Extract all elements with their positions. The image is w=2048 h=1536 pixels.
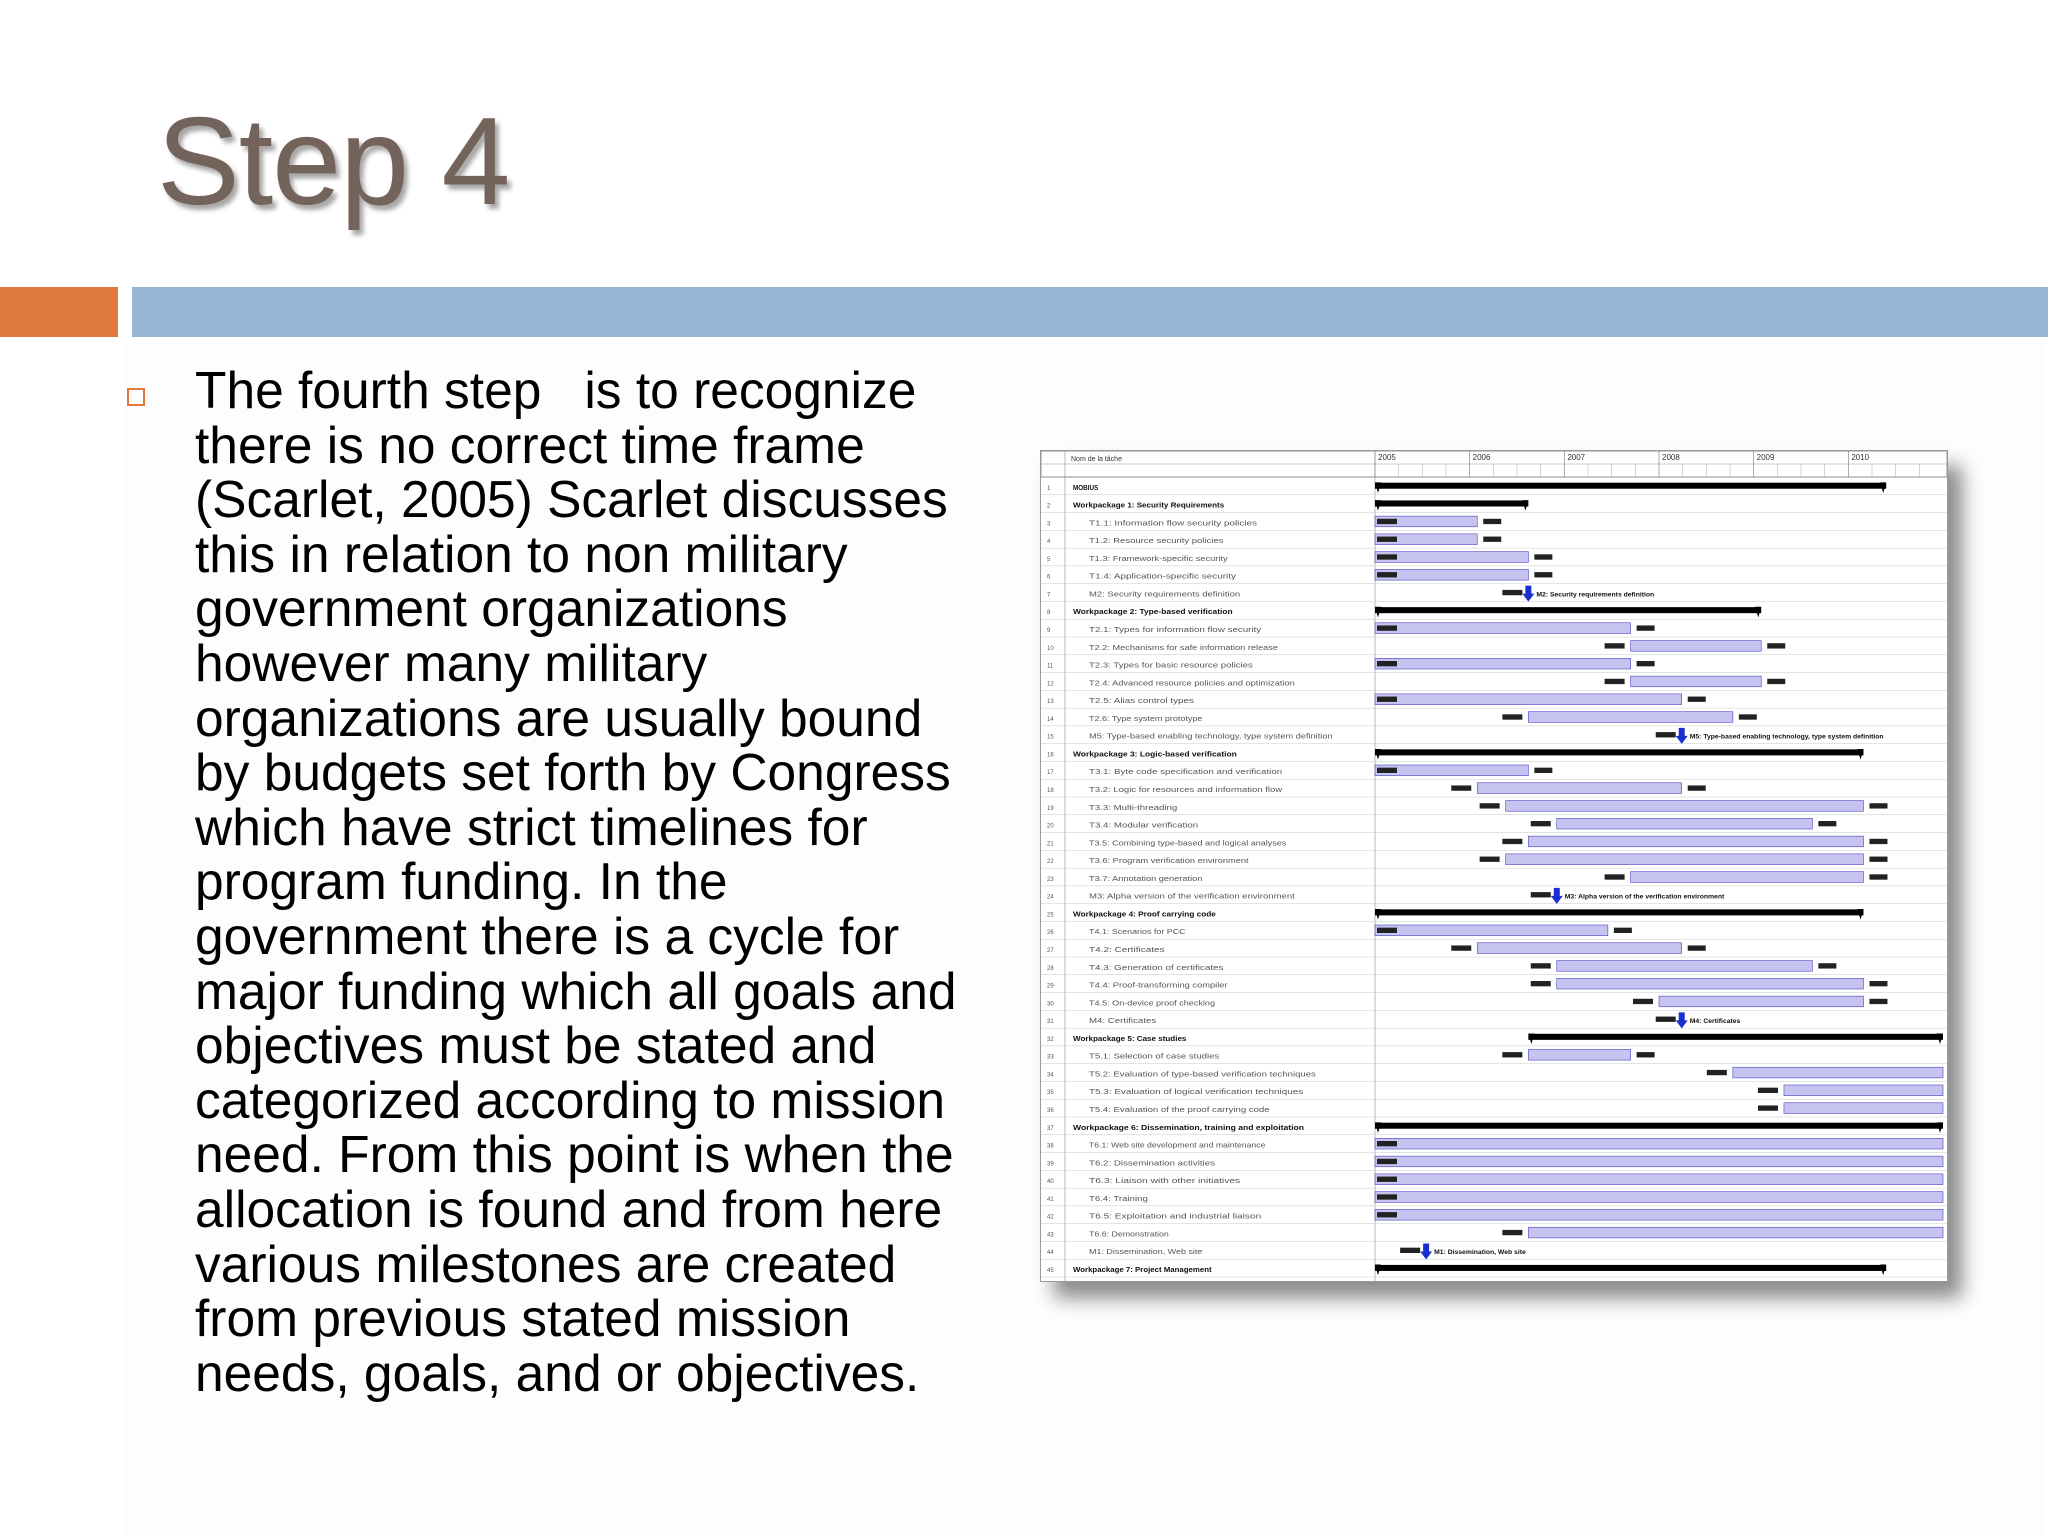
gantt-task-name: T4.5: On-device proof checking [1089,998,1215,1008]
gantt-row-id: 10 [1047,645,1054,652]
gantt-end-date-label [1688,785,1706,790]
gantt-task-bar [1557,961,1813,972]
gantt-task-bar [1477,943,1681,954]
gantt-row-id: 36 [1047,1108,1054,1115]
gantt-row-id: 29 [1047,983,1054,990]
gantt-end-date-label [1869,874,1887,879]
gantt-chart-image [1040,450,1948,1282]
gantt-task-bar [1375,1192,1943,1203]
gantt-row-id: 31 [1047,1019,1054,1026]
gantt-summary-bar [1375,483,1886,489]
gantt-task-bar [1528,1049,1630,1060]
gantt-task-name: T3.1: Byte code specification and verification [1089,767,1283,777]
gantt-end-date-label [1688,697,1706,702]
gantt-row-id: 7 [1047,592,1051,599]
gantt-row-id: 21 [1047,841,1054,848]
gantt-summary-bar [1375,500,1528,506]
gantt-task-bar [1557,978,1864,989]
hollow-square-bullet-icon [127,388,145,406]
gantt-task-name: T2.1: Types for information flow security [1089,625,1262,635]
gantt-milestone-arrow [1551,888,1563,904]
gantt-summary-bar [1375,749,1863,755]
gantt-task-bar [1659,996,1863,1007]
gantt-year-label: 2010 [1851,453,1870,462]
gantt-end-date-label [1869,981,1887,986]
gantt-end-date-label [1534,572,1552,577]
gantt-task-bar [1557,818,1813,829]
gantt-task-name: T6.5: Exploitation and industrial liaison [1089,1211,1262,1221]
gantt-row-id: 26 [1047,930,1054,937]
gantt-chart [1041,451,1947,1281]
gantt-year-label: 2005 [1378,453,1396,462]
gantt-task-bar [1375,694,1682,705]
gantt-task-bar [1375,658,1631,669]
gantt-task-name: T4.4: Proof-transforming compiler [1089,980,1229,990]
gantt-end-date-label [1767,679,1785,684]
gantt-task-name: T1.4: Application-specific security [1089,571,1237,581]
gantt-task-bar [1528,1227,1943,1238]
gantt-start-date-label [1377,1212,1397,1217]
gantt-end-date-label [1818,821,1836,826]
body-paragraph: The fourth step is to recognize there is no correct time frame (Scarlet, 2005) Scarlet discusses this in relation to non military government organizations however many military organizations are usually bound by budgets set forth by Congress which have strict timelines for program funding. In the government there is a cycle for major funding which all goals and objectives must be stated and categorized according to mission need. From this point is when the allocation is found and from here various milestones are created from previous stated mission needs, goals, and or objectives. [195,361,971,1402]
gantt-start-date-label [1377,1177,1397,1182]
gantt-start-date-label [1377,519,1397,524]
gantt-end-date-label [1483,519,1501,524]
gantt-milestone-date [1531,892,1551,897]
gantt-start-date-label [1502,714,1522,719]
gantt-start-date-label [1502,1230,1522,1235]
gantt-start-date-label [1531,963,1551,968]
gantt-row-id: 15 [1047,734,1054,741]
gantt-milestone-label: M1: Dissemination, Web site [1434,1249,1526,1257]
gantt-row-id: 9 [1047,628,1051,635]
gantt-row-id: 40 [1047,1179,1054,1186]
gantt-row-id: 19 [1047,805,1054,812]
gantt-row-id: 23 [1047,876,1054,883]
accent-band-orange [0,287,118,337]
gantt-row-id: 18 [1047,788,1054,795]
gantt-task-name: Workpackage 3: Logic-based verification [1073,749,1237,759]
gantt-start-date-label [1758,1088,1778,1093]
gantt-milestone-date [1656,732,1676,737]
gantt-start-date-label [1377,661,1397,666]
gantt-milestone-label: M4: Certificates [1689,1018,1741,1026]
gantt-task-name: T1.1: Information flow security policies [1089,518,1258,528]
gantt-task-bar [1784,1103,1943,1114]
gantt-summary-bar [1375,607,1761,613]
gantt-row-id: 6 [1047,574,1051,581]
gantt-task-name: T5.4: Evaluation of the proof carrying code [1089,1105,1270,1115]
gantt-task-name: T3.4: Modular verification [1089,820,1199,830]
gantt-year-label: 2009 [1756,453,1775,462]
gantt-row-id: 27 [1047,948,1054,955]
gantt-task-bar [1375,1156,1943,1167]
gantt-task-bar [1375,765,1528,776]
gantt-task-bar [1375,552,1528,563]
gantt-task-bar [1375,623,1631,634]
gantt-start-date-label [1377,572,1397,577]
gantt-task-name: T5.3: Evaluation of logical verification techniques [1089,1087,1304,1097]
gantt-task-bar [1784,1085,1943,1096]
gantt-milestone-arrow [1522,586,1534,602]
gantt-start-date-label [1605,874,1625,879]
gantt-task-name: T2.4: Advanced resource policies and optimization [1089,678,1295,688]
gantt-start-date-label [1707,1070,1727,1075]
gantt-task-bar [1528,836,1863,847]
gantt-task-name: T2.5: Alias control types [1089,696,1195,706]
gantt-end-date-label [1637,1052,1655,1057]
gantt-row-id: 35 [1047,1090,1054,1097]
gantt-end-date-label [1869,857,1887,862]
gantt-year-label: 2006 [1472,453,1491,462]
gantt-row-id: 16 [1047,752,1054,759]
gantt-end-date-label [1483,537,1501,542]
gantt-row-id: 17 [1047,770,1054,777]
gantt-task-name: Workpackage 7: Project Management [1073,1265,1213,1275]
gantt-end-date-label [1739,714,1757,719]
gantt-header-label: Nom de la tâche [1071,456,1122,463]
gantt-row-id: 12 [1047,681,1054,688]
gantt-row-id: 37 [1047,1125,1054,1132]
gantt-task-name: M5: Type-based enabling technology, type system definition [1089,731,1333,741]
gantt-task-name: Workpackage 6: Dissemination, training and exploitation [1073,1122,1304,1132]
gantt-task-name: T6.1: Web site development and maintenance [1089,1140,1266,1150]
gantt-milestone-label: M2: Security requirements definition [1536,591,1655,599]
gantt-task-bar [1477,783,1681,794]
gantt-task-bar [1631,676,1762,687]
gantt-row-id: 28 [1047,965,1054,972]
gantt-summary-bar [1375,909,1863,915]
gantt-start-date-label [1605,679,1625,684]
gantt-task-bar [1733,1067,1943,1078]
gantt-task-bar [1528,712,1732,723]
gantt-milestone-label: M5: Type-based enabling technology, type system definition [1689,733,1884,741]
gantt-row-id: 43 [1047,1232,1054,1239]
gantt-milestone-date [1400,1248,1420,1253]
gantt-end-date-label [1869,839,1887,844]
gantt-task-bar [1506,801,1864,812]
gantt-start-date-label [1377,1159,1397,1164]
gantt-end-date-label [1869,803,1887,808]
accent-band-blue [132,287,2048,337]
gantt-task-name: T3.3: Multi-threading [1089,802,1178,812]
gantt-task-name: T4.3: Generation of certificates [1089,962,1224,972]
gantt-milestone-date [1502,590,1522,595]
gantt-task-bar [1375,1209,1943,1220]
gantt-task-name: M2: Security requirements definition [1089,589,1241,599]
gantt-task-name: T1.3: Framework-specific security [1089,553,1229,563]
gantt-row-id: 14 [1047,716,1054,723]
gantt-start-date-label [1502,1052,1522,1057]
gantt-task-name: Workpackage 4: Proof carrying code [1073,909,1216,919]
gantt-start-date-label [1480,803,1500,808]
gantt-row-id: 42 [1047,1214,1054,1221]
gantt-start-date-label [1502,839,1522,844]
gantt-summary-bar [1375,1265,1886,1271]
gantt-end-date-label [1534,554,1552,559]
gantt-task-bar [1506,854,1864,865]
gantt-start-date-label [1377,625,1397,630]
gantt-row-id: 34 [1047,1072,1054,1079]
gantt-task-name: T1.2: Resource security policies [1089,536,1224,546]
gantt-start-date-label [1531,981,1551,986]
gantt-task-name: T5.2: Evaluation of type-based verification techniques [1089,1069,1317,1079]
gantt-milestone-arrow [1676,728,1688,744]
gantt-row-id: 3 [1047,521,1051,528]
gantt-task-bar [1375,569,1528,580]
gantt-row-id: 13 [1047,699,1054,706]
gantt-task-name: M3: Alpha version of the verification environment [1089,891,1295,901]
gantt-task-name: Workpackage 5: Case studies [1073,1033,1187,1043]
gantt-task-name: T4.2: Certificates [1089,945,1166,955]
gantt-row-id: 45 [1047,1268,1054,1275]
gantt-start-date-label [1377,537,1397,542]
gantt-year-label: 2008 [1662,453,1680,462]
gantt-summary-bar [1528,1034,1943,1040]
gantt-task-name: T6.2: Dissemination activities [1089,1158,1216,1168]
gantt-task-name: M4: Certificates [1089,1016,1157,1026]
gantt-task-bar [1631,641,1762,652]
gantt-start-date-label [1605,643,1625,648]
gantt-start-date-label [1377,768,1397,773]
gantt-end-date-label [1688,945,1706,950]
gantt-task-name: Workpackage 2: Type-based verification [1073,607,1233,617]
gantt-milestone-arrow [1676,1012,1688,1028]
gantt-start-date-label [1480,857,1500,862]
gantt-row-id: 38 [1047,1143,1054,1150]
gantt-row-id: 32 [1047,1036,1054,1043]
gantt-row-id: 25 [1047,912,1054,919]
gantt-row-id: 44 [1047,1250,1054,1257]
gantt-task-name: MOBIUS [1073,482,1099,492]
gantt-row-id: 1 [1047,485,1051,492]
gantt-task-name: M1: Dissemination, Web site [1089,1247,1203,1257]
slide-title: Step 4 [157,93,510,231]
gantt-row-id: 33 [1047,1054,1054,1061]
gantt-task-name: Workpackage 1: Security Requirements [1073,500,1225,510]
gantt-end-date-label [1637,625,1655,630]
gantt-row-id: 4 [1047,539,1051,546]
gantt-row-id: 20 [1047,823,1054,830]
gantt-task-bar [1375,1174,1943,1185]
gantt-task-name: T6.4: Training [1089,1193,1148,1203]
gantt-task-bar [1375,1138,1943,1149]
gantt-row-id: 11 [1047,663,1054,670]
gantt-end-date-label [1637,661,1655,666]
gantt-end-date-label [1869,999,1887,1004]
gantt-summary-bar [1375,1123,1943,1129]
gantt-task-name: T5.1: Selection of case studies [1089,1051,1220,1061]
gantt-start-date-label [1633,999,1653,1004]
gantt-start-date-label [1758,1105,1778,1110]
gantt-start-date-label [1451,945,1471,950]
gantt-row-id: 30 [1047,1001,1054,1008]
gantt-row-id: 24 [1047,894,1054,901]
gantt-task-name: T3.5: Combining type-based and logical analyses [1089,838,1287,848]
gantt-task-bar [1375,925,1608,936]
gantt-start-date-label [1377,1141,1397,1146]
gantt-end-date-label [1818,963,1836,968]
gantt-task-name: T2.2: Mechanisms for safe information release [1089,642,1278,652]
gantt-task-name: T6.6: Demonstration [1089,1229,1169,1239]
gantt-start-date-label [1377,697,1397,702]
gantt-row-id: 5 [1047,556,1051,563]
gantt-start-date-label [1377,928,1397,933]
gantt-year-label: 2007 [1567,453,1586,462]
gantt-task-name: T3.6: Program verification environment [1089,856,1249,866]
gantt-end-date-label [1614,928,1632,933]
gantt-row-id: 22 [1047,859,1054,866]
gantt-row-id: 8 [1047,610,1051,617]
gantt-milestone-label: M3: Alpha version of the verification environment [1564,893,1725,901]
gantt-start-date-label [1377,554,1397,559]
gantt-start-date-label [1377,1194,1397,1199]
gantt-task-name: T3.2: Logic for resources and information flow [1089,785,1284,795]
gantt-task-name: T6.3: Liaison with other initiatives [1089,1176,1241,1186]
gantt-row-id: 2 [1047,503,1051,510]
gantt-task-name: T2.3: Types for basic resource policies [1089,660,1254,670]
gantt-task-name: T2.6: Type system prototype [1089,713,1203,723]
gantt-milestone-arrow [1420,1243,1432,1259]
gantt-row-id: 41 [1047,1196,1054,1203]
gantt-task-name: T4.1: Scenarios for PCC [1089,927,1186,937]
gantt-milestone-date [1656,1017,1676,1022]
gantt-start-date-label [1531,821,1551,826]
gantt-row-id: 39 [1047,1161,1054,1168]
gantt-end-date-label [1767,643,1785,648]
gantt-task-name: T3.7: Annotation generation [1089,873,1203,883]
gantt-task-bar [1631,872,1864,883]
gantt-end-date-label [1534,768,1552,773]
gantt-start-date-label [1451,785,1471,790]
